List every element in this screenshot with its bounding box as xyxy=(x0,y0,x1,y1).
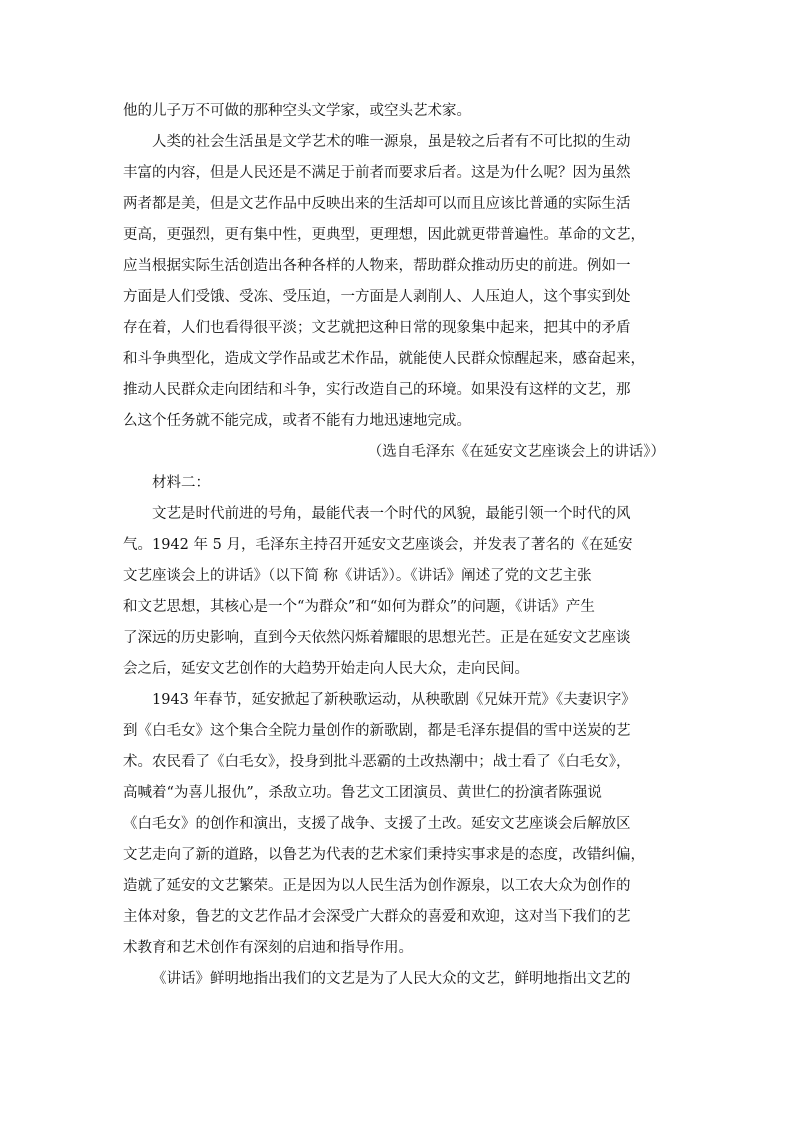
text-line: 方面是人们受饿、受冻、受压迫，一方面是人剥削人、人压迫人，这个事实到处 xyxy=(123,289,631,305)
text-line: 丰富的内容，但是人民还是不满足于前者而要求后者。这是为什么呢？因为虽然 xyxy=(123,165,631,181)
text-line: 文艺是时代前进的号角，最能代表一个时代的风貌，最能引领一个时代的风 xyxy=(152,506,631,522)
text-line: 1943 年春节，延安掀起了新秧歌运动，从秧歌剧《兄妹开荒》《夫妻识字》 xyxy=(152,692,636,708)
text-line: 了深远的历史影响，直到今天依然闪烁着耀眼的思想光芒。正是在延安文艺座谈 xyxy=(123,630,631,646)
text-line: 术教育和艺术创作有深刻的启迪和指导作用。 xyxy=(123,940,413,956)
text-line: 《白毛女》的创作和演出，支援了战争、支援了土改。延安文艺座谈会后解放区 xyxy=(123,816,631,832)
section-heading: 材料二： xyxy=(152,475,210,491)
text-line: 高喊着“为喜儿报仇”，杀敌立功。鲁艺文工团演员、黄世仁的扮演者陈强说 xyxy=(123,785,602,801)
source-citation: （选自毛泽东《在延安文艺座谈会上的讲话》） xyxy=(367,444,665,460)
text-line: 《讲话》鲜明地指出我们的文艺是为了人民大众的文艺，鲜明地指出文艺的 xyxy=(152,971,631,987)
text-line: 两者都是美，但是文艺作品中反映出来的生活却可以而且应该比普通的实际生活 xyxy=(123,196,631,212)
text-line: 更高，更强烈，更有集中性，更典型，更理想，因此就更带普遍性。革命的文艺， xyxy=(123,227,645,243)
text-line: 应当根据实际生活创造出各种各样的人物来，帮助群众推动历史的前进。例如一 xyxy=(123,258,631,274)
text-line: 到《白毛女》这个集合全院力量创作的新歌剧，都是毛泽东提倡的雪中送炭的艺 xyxy=(123,723,631,739)
text-line: 推动人民群众走向团结和斗争，实行改造自己的环境。如果没有这样的文艺，那 xyxy=(123,382,631,398)
text-line: 术。农民看了《白毛女》，投身到批斗恶霸的土改热潮中；战士看了《白毛女》， xyxy=(123,754,631,770)
text-line: 文艺座谈会上的讲话》（以下简 称《讲话》）。《讲话》阐述了党的文艺主张 xyxy=(123,568,592,584)
document-body xyxy=(123,96,683,995)
text-line: 气。1942 年 5 月，毛泽东主持召开延安文艺座谈会，并发表了著名的《在延安 xyxy=(123,537,633,553)
text-line: 文艺走向了新的道路，以鲁艺为代表的艺术家们秉持实事求是的态度，改错纠偏， xyxy=(123,847,645,863)
text-line: 么这个任务就不能完成，或者不能有力地迅速地完成。 xyxy=(123,413,471,429)
text-line: 造就了延安的文艺繁荣。正是因为以人民生活为创作源泉，以工农大众为创作的 xyxy=(123,878,631,894)
text-line: 他的儿子万不可做的那种空头文学家，或空头艺术家。 xyxy=(123,103,471,119)
text-line: 会之后，延安文艺创作的大趋势开始走向人民大众，走向民间。 xyxy=(123,661,529,677)
text-line: 和文艺思想，其核心是一个“为群众”和“如何为群众”的问题，《讲话》产生 xyxy=(123,599,595,615)
text-line: 存在着，人们也看得很平淡；文艺就把这种日常的现象集中起来，把其中的矛盾 xyxy=(123,320,631,336)
text-line: 人类的社会生活虽是文学艺术的唯一源泉，虽是较之后者有不可比拟的生动 xyxy=(152,134,631,150)
text-line: 主体对象，鲁艺的文艺作品才会深受广大群众的喜爱和欢迎，这对当下我们的艺 xyxy=(123,909,631,925)
text-line: 和斗争典型化，造成文学作品或艺术作品，就能使人民群众惊醒起来，感奋起来， xyxy=(123,351,645,367)
